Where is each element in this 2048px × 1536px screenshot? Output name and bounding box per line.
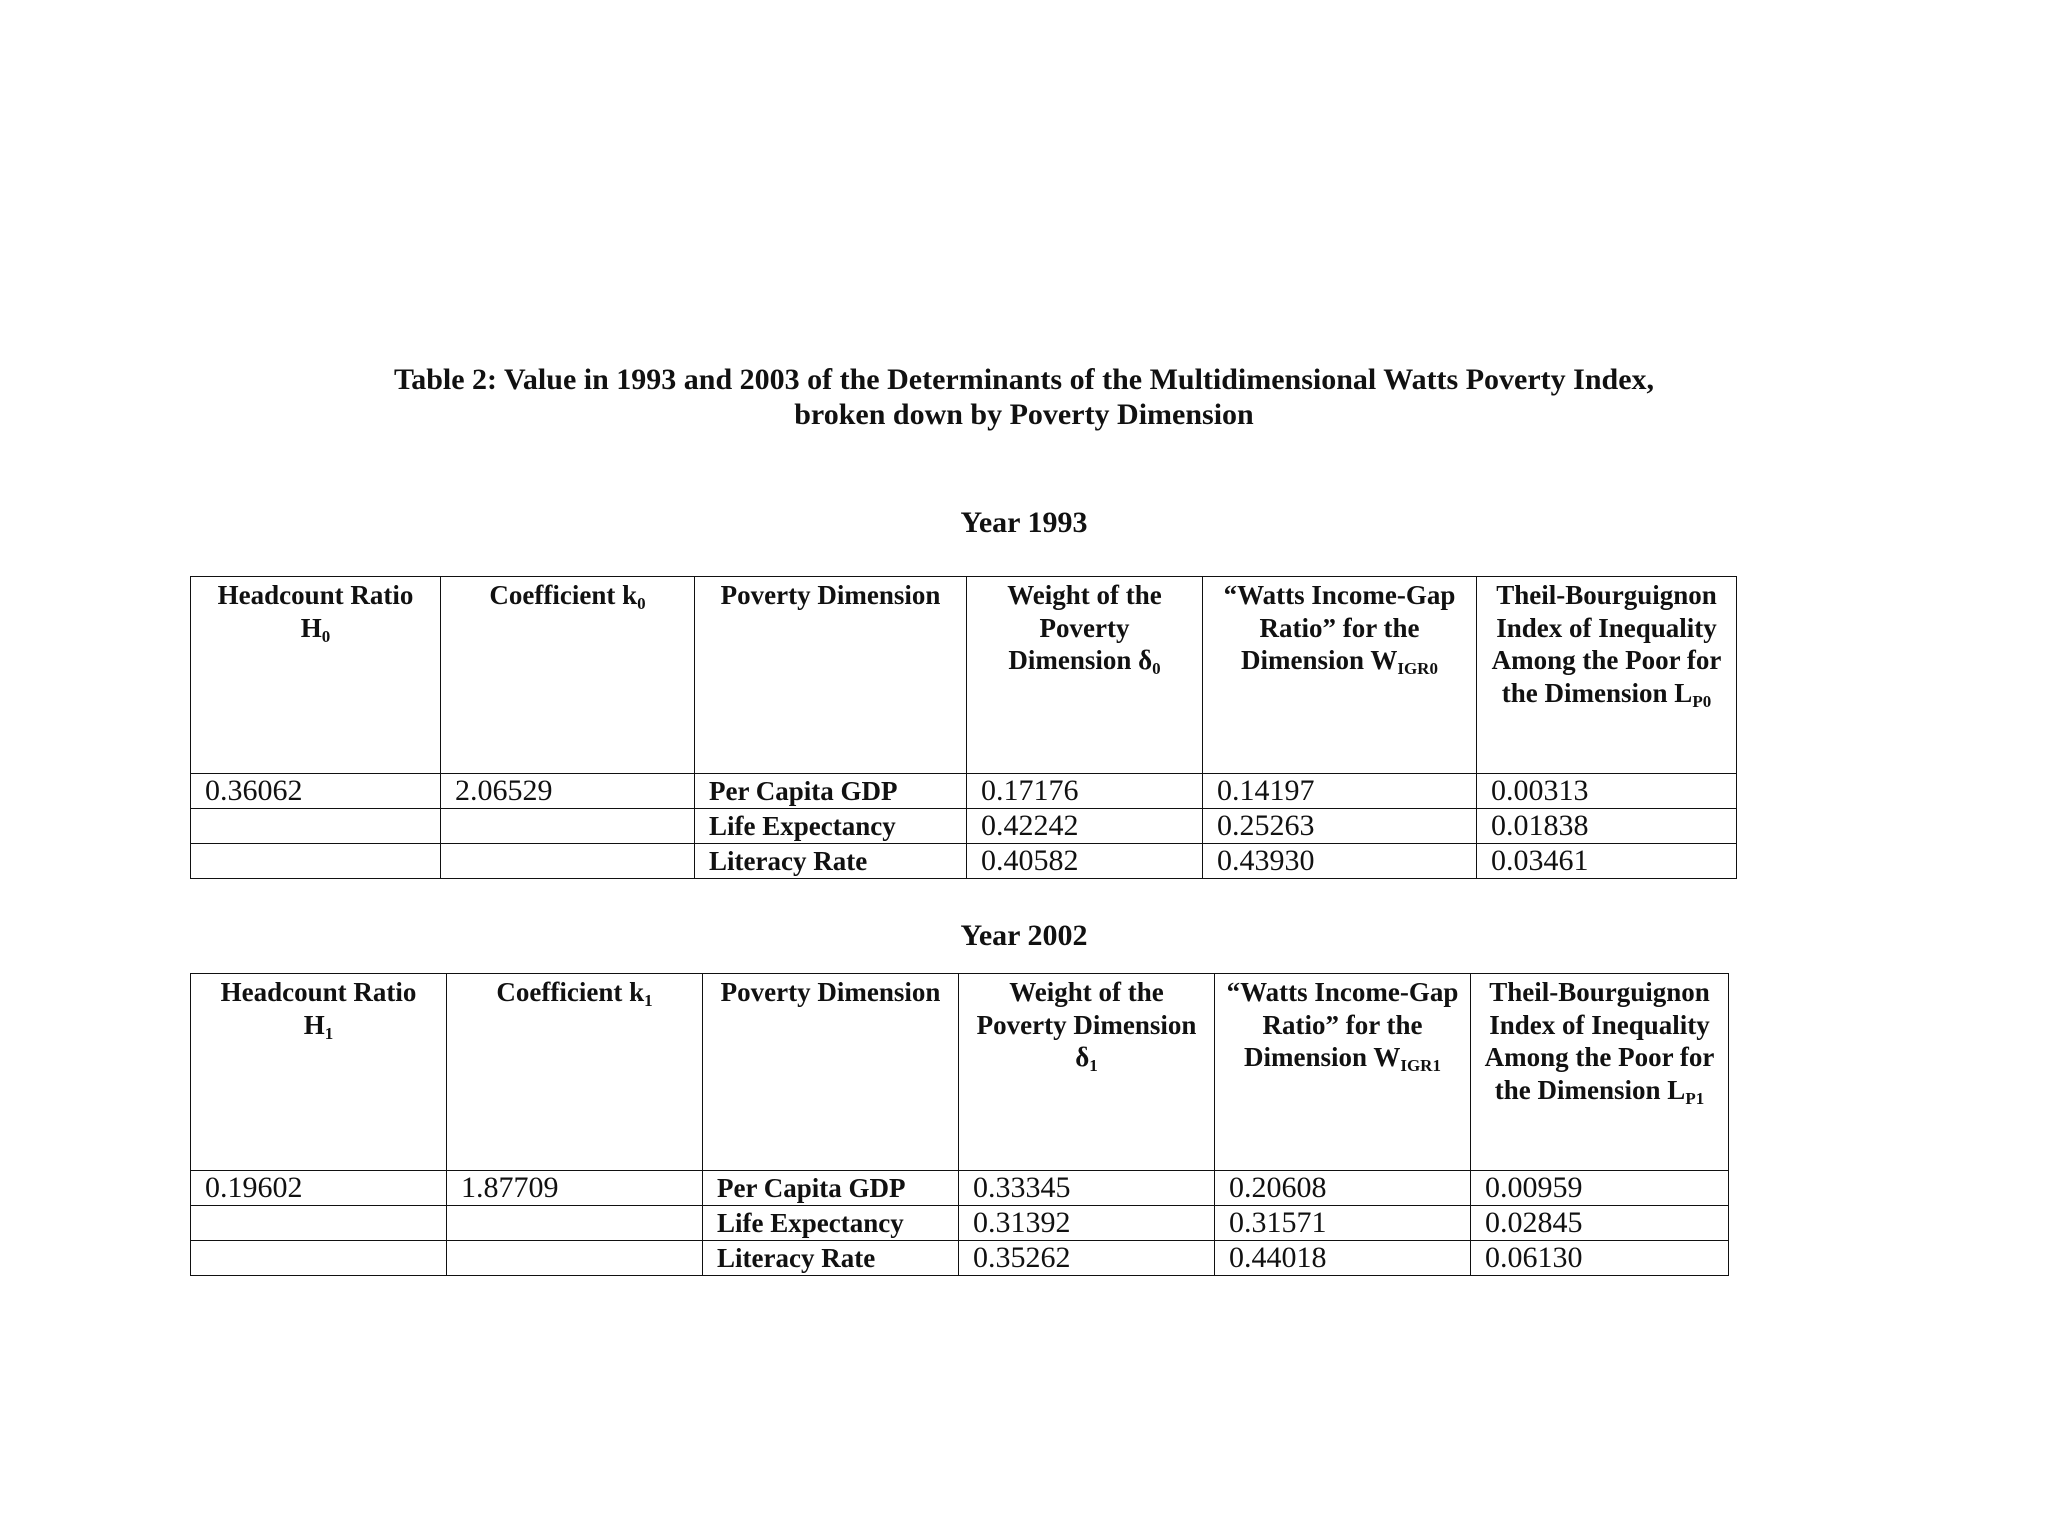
cell-watts-igr: 0.31571 <box>1215 1206 1471 1241</box>
cell-watts-igr: 0.43930 <box>1203 844 1477 879</box>
header-subscript: IGR1 <box>1400 1056 1441 1075</box>
cell-poverty-dimension: Literacy Rate <box>695 844 967 879</box>
header-text: Theil-Bourguignon Index of Inequality Among the Poor for the Dimension L <box>1491 580 1722 708</box>
cell-coefficient <box>447 1206 703 1241</box>
cell-coefficient: 1.87709 <box>447 1171 703 1206</box>
header-text: Weight of the Poverty Dimension δ <box>1007 580 1162 675</box>
header-symbol: H <box>303 1009 325 1040</box>
header-subscript: P0 <box>1692 691 1712 711</box>
cell-weight: 0.35262 <box>959 1241 1215 1276</box>
header-row <box>191 974 1729 1171</box>
year-2002-heading: Year 2002 <box>960 919 1088 952</box>
cell-theil-index: 0.02845 <box>1471 1206 1729 1241</box>
header-text: “Watts Income-Gap Ratio” for the Dimension W <box>1223 580 1456 675</box>
cell-headcount-ratio: 0.19602 <box>191 1171 447 1206</box>
cell-poverty-dimension: Life Expectancy <box>703 1206 959 1241</box>
header-coefficient-k <box>441 577 695 774</box>
header-headcount-ratio <box>191 577 441 774</box>
cell-theil-index: 0.06130 <box>1471 1241 1729 1276</box>
cell-theil-index: 0.01838 <box>1477 809 1737 844</box>
cell-weight: 0.42242 <box>967 809 1203 844</box>
header-subscript: 0 <box>321 626 331 646</box>
cell-poverty-dimension: Literacy Rate <box>703 1241 959 1276</box>
cell-weight: 0.33345 <box>959 1171 1215 1206</box>
year-1993-table <box>190 576 1737 879</box>
table-row <box>191 1171 1729 1206</box>
header-subscript: 0 <box>1152 659 1161 678</box>
header-text: Coefficient k <box>496 977 645 1007</box>
cell-headcount-ratio <box>191 1206 447 1241</box>
cell-theil-index: 0.00959 <box>1471 1171 1729 1206</box>
header-poverty-dimension <box>703 974 959 1171</box>
header-poverty-dimension <box>695 577 967 774</box>
cell-poverty-dimension: Life Expectancy <box>695 809 967 844</box>
cell-coefficient <box>441 844 695 879</box>
cell-poverty-dimension: Per Capita GDP <box>703 1171 959 1206</box>
year-1993-heading: Year 1993 <box>960 506 1088 539</box>
table-title-line-1: Table 2: Value in 1993 and 2003 of the Determinants of the Multidimensional Watts Poverty Index, <box>393 363 1655 396</box>
cell-poverty-dimension: Per Capita GDP <box>695 774 967 809</box>
header-subscript: 0 <box>637 594 646 613</box>
header-row <box>191 577 1737 774</box>
header-subscript: 1 <box>324 1023 334 1043</box>
header-text: Headcount Ratio <box>220 977 417 1007</box>
cell-watts-igr: 0.14197 <box>1203 774 1477 809</box>
year-2002-table <box>190 973 1729 1276</box>
header-weight <box>967 577 1203 774</box>
header-weight <box>959 974 1215 1171</box>
header-text: Headcount Ratio <box>217 580 414 610</box>
cell-coefficient: 2.06529 <box>441 774 695 809</box>
header-symbol: H <box>300 612 322 643</box>
cell-coefficient <box>447 1241 703 1276</box>
cell-headcount-ratio <box>191 809 441 844</box>
header-text: Poverty Dimension <box>720 977 941 1007</box>
table-title-line-2: broken down by Poverty Dimension <box>794 398 1254 431</box>
cell-weight: 0.17176 <box>967 774 1203 809</box>
header-subscript: 1 <box>644 991 653 1010</box>
table-row <box>191 1206 1729 1241</box>
cell-headcount-ratio: 0.36062 <box>191 774 441 809</box>
header-watts-income-gap-ratio <box>1203 577 1477 774</box>
header-coefficient-k <box>447 974 703 1171</box>
cell-watts-igr: 0.25263 <box>1203 809 1477 844</box>
header-subscript: P1 <box>1685 1088 1705 1108</box>
header-watts-income-gap-ratio <box>1215 974 1471 1171</box>
cell-weight: 0.31392 <box>959 1206 1215 1241</box>
header-text: Coefficient k <box>489 580 638 610</box>
header-theil-bourguignon-index <box>1471 974 1729 1171</box>
cell-theil-index: 0.00313 <box>1477 774 1737 809</box>
table-row <box>191 844 1737 879</box>
header-headcount-ratio <box>191 974 447 1171</box>
header-theil-bourguignon-index <box>1477 577 1737 774</box>
cell-weight: 0.40582 <box>967 844 1203 879</box>
cell-theil-index: 0.03461 <box>1477 844 1737 879</box>
cell-watts-igr: 0.20608 <box>1215 1171 1471 1206</box>
header-text: Poverty Dimension <box>720 580 941 610</box>
cell-headcount-ratio <box>191 844 441 879</box>
table-row <box>191 1241 1729 1276</box>
header-text: “Watts Income-Gap Ratio” for the Dimension W <box>1226 977 1459 1072</box>
cell-coefficient <box>441 809 695 844</box>
header-text: Weight of the Poverty Dimension δ <box>976 977 1197 1072</box>
table-row <box>191 774 1737 809</box>
cell-watts-igr: 0.44018 <box>1215 1241 1471 1276</box>
table-row <box>191 809 1737 844</box>
cell-headcount-ratio <box>191 1241 447 1276</box>
header-subscript: 1 <box>1089 1056 1098 1075</box>
header-subscript: IGR0 <box>1397 659 1438 678</box>
header-text: Theil-Bourguignon Index of Inequality Among the Poor for the Dimension L <box>1484 977 1715 1105</box>
